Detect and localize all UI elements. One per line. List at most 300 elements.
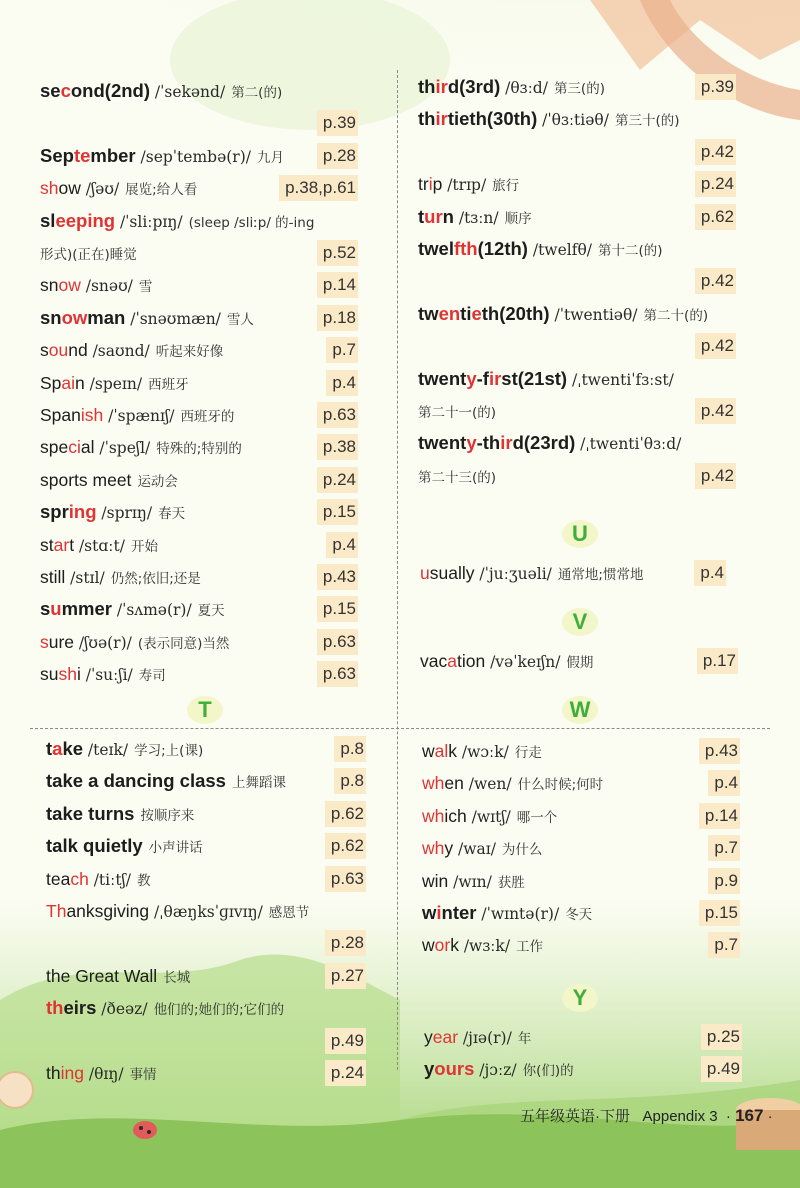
headword [46, 1063, 84, 1083]
phonetic: /trɪp/ [447, 176, 487, 195]
headword [46, 803, 134, 824]
headword [422, 741, 457, 761]
letter-heading-w: W [560, 694, 600, 726]
entry-row [40, 270, 358, 300]
headword-part: -f [476, 367, 489, 389]
chinese-meaning: 开始 [130, 538, 158, 555]
page-ref: p.4 [694, 560, 726, 586]
entry-row [40, 627, 358, 657]
entry-row [422, 801, 740, 831]
phonetic: /waɪ/ [458, 840, 496, 859]
entry-row [422, 930, 740, 960]
page-ref: p.15 [317, 499, 358, 525]
headword-part: i [428, 174, 433, 195]
headword-part: mber [90, 144, 136, 166]
ordinal-number: (20th) [499, 302, 550, 324]
headword [46, 966, 157, 986]
ordinal-number: (23rd) [523, 432, 576, 454]
headword-part: ond [70, 80, 105, 101]
headword [418, 368, 518, 389]
page-ref: p.42 [695, 463, 736, 489]
page-ref: p.25 [701, 1024, 742, 1050]
headword-part: Sp [40, 372, 62, 393]
headword [420, 563, 474, 583]
headword-part: sh [58, 664, 77, 685]
headword-part: mmer [61, 598, 112, 620]
ordinal-number: (21st) [517, 367, 568, 389]
headword [40, 567, 65, 587]
phonetic: /ʃəʊ/ [85, 180, 120, 199]
page-ref: p.42 [695, 268, 736, 294]
chinese-meaning: 年 [517, 1031, 532, 1047]
headword-part: ow [61, 306, 88, 328]
phonetic: /wɜːk/ [463, 937, 511, 956]
headword-part: ir [488, 367, 502, 389]
entry-row [40, 465, 358, 495]
headword [40, 210, 115, 231]
headword-part: y [466, 367, 477, 389]
ordinal-number: (3rd) [459, 76, 501, 97]
section-divider [30, 728, 770, 729]
phonetic: /wɔːk/ [461, 743, 509, 761]
entry-row [418, 234, 736, 264]
headword-part: t [69, 534, 75, 555]
headword [46, 869, 89, 889]
chinese-meaning: (表示同意)当然 [137, 635, 230, 652]
headword [40, 535, 74, 555]
headword-part: sh [40, 178, 59, 199]
phonetic: /ˌθæŋksˈɡɪvɪŋ/ [154, 903, 263, 921]
headword [40, 275, 81, 295]
headword [424, 1027, 458, 1047]
chinese-meaning: 冬天 [565, 907, 593, 923]
page-ref: p.24 [695, 171, 736, 197]
phonetic: /wɪtʃ/ [471, 807, 511, 826]
phonetic: /ˌtwentiˈθɜːd/ [580, 435, 682, 454]
headword-part: y [466, 432, 477, 454]
chinese-meaning: 运动会 [137, 473, 178, 490]
headword-part: Span [40, 405, 81, 425]
phonetic: /ˈsekənd/ [154, 83, 226, 101]
headword [40, 632, 74, 652]
phonetic: /ˈsʌmə(r)/ [116, 601, 192, 620]
page-ref: p.8 [334, 768, 366, 794]
headword-part: talk quietly [46, 835, 143, 857]
column-divider [397, 70, 398, 1070]
headword-part: twent [418, 432, 467, 454]
headword [40, 501, 97, 522]
headword-part: spr [40, 501, 69, 523]
headword-part: twent [418, 367, 467, 389]
chinese-meaning: 哪一个 [516, 809, 558, 826]
page-ref: p.14 [699, 803, 740, 829]
entry-row [40, 206, 358, 236]
page-footer: 五年级英语·下册 Appendix 3 · 167 · [520, 1106, 773, 1125]
entry-row-continued [418, 266, 736, 296]
page-ref: p.28 [317, 143, 358, 169]
chinese-meaning: 西班牙的 [180, 409, 235, 425]
headword [40, 405, 103, 425]
headword-part: n [442, 205, 454, 227]
headword [40, 178, 81, 198]
entry-row [418, 202, 736, 232]
chinese-meaning: 仍然;依旧;还是 [110, 571, 201, 587]
chinese-meaning: 雪人 [226, 311, 254, 328]
page-ref: p.39 [317, 110, 358, 136]
page-ref: p.24 [325, 1060, 366, 1086]
entry-row-continued [46, 928, 366, 958]
entry-row [46, 961, 366, 991]
headword-part: wh [422, 805, 445, 826]
headword-part: ir [435, 108, 448, 130]
headword-part: th [418, 76, 436, 97]
page-ref: p.43 [699, 738, 740, 764]
phonetic: /ðeəz/ [101, 1000, 148, 1019]
phonetic: /sepˈtembə(r)/ [140, 147, 251, 166]
headword-part: en [438, 302, 461, 324]
headword-part: ke [62, 738, 84, 759]
headword-part: ch [70, 868, 89, 889]
headword-part: i [436, 902, 442, 923]
phonetic: /ˈwɪntə(r)/ [481, 905, 560, 923]
page-ref: p.63 [317, 629, 358, 655]
headword-part: nter [441, 902, 477, 923]
headword-part: s [40, 340, 49, 361]
chinese-meaning: 通常地;惯常地 [557, 567, 644, 583]
headword-part: win [422, 870, 449, 891]
headword [40, 145, 136, 166]
chinese-meaning: 小声讲话 [148, 840, 203, 857]
page-ref: p.24 [317, 467, 358, 493]
phonetic: /jɪə(r)/ [462, 1029, 512, 1047]
entry-row [422, 866, 740, 896]
phonetic: /ˈθɜːtiəθ/ [542, 111, 609, 130]
headword-part: k [450, 935, 459, 956]
entry-row-continued [418, 461, 736, 491]
chinese-meaning: 上舞蹈课 [231, 775, 286, 792]
entry-row [418, 364, 736, 394]
entry-row [422, 833, 740, 863]
letter-heading-v: V [560, 606, 600, 638]
entry-row [40, 497, 358, 527]
page-ref: p.27 [325, 963, 366, 989]
entry-row-continued [46, 1026, 366, 1056]
headword-part: ar [53, 534, 70, 555]
headword [40, 373, 85, 393]
headword-part: th [46, 997, 64, 1019]
page-ref: p.42 [695, 398, 736, 424]
headword [40, 340, 88, 360]
chinese-meaning: 春天 [158, 506, 186, 523]
page-ref: p.62 [325, 833, 366, 859]
headword [40, 664, 81, 684]
headword [422, 773, 464, 793]
phonetic: /ˈjuːʒuəli/ [479, 565, 552, 583]
chinese-meaning: 第二十一(的) [418, 405, 497, 421]
entry-row [418, 169, 736, 199]
page-ref: p.52 [317, 240, 358, 266]
headword-part: u [50, 598, 62, 620]
headword-part: wh [422, 773, 445, 794]
page-ref: p.4 [708, 770, 740, 796]
headword [422, 902, 476, 923]
phonetic: /ˈtwentiəθ/ [554, 305, 638, 324]
chinese-meaning: 九月 [256, 149, 284, 166]
entry-row [424, 1054, 742, 1084]
ordinal-number: (30th) [486, 108, 538, 130]
appendix-label: Appendix 3 [642, 1108, 718, 1125]
headword [40, 437, 94, 457]
headword-part: ing [68, 501, 97, 523]
headword-part: th [46, 1063, 61, 1083]
phonetic: /θɜːd/ [505, 79, 548, 97]
phonetic: /ˌtwentiˈfɜːst/ [571, 370, 674, 389]
entry-row [40, 368, 358, 398]
chinese-meaning: 第十二(的) [598, 243, 663, 259]
headword-part: ai [61, 372, 76, 393]
phonetic: /teɪk/ [87, 741, 129, 759]
entry-row [418, 428, 736, 458]
chinese-meaning: 按顺序来 [140, 807, 195, 824]
chinese-meaning: 西班牙 [148, 376, 189, 393]
entry-row [40, 432, 358, 462]
phonetic: /ʃʊə(r)/ [78, 633, 132, 652]
headword-part: p [432, 174, 443, 195]
headword-part: twel [418, 238, 454, 259]
chinese-meaning: 特殊的;特别的 [156, 441, 242, 458]
page-ref: p.17 [697, 648, 738, 674]
ordinal-number: (2nd) [104, 80, 150, 101]
headword-part: su [40, 664, 59, 685]
headword-part: w [422, 902, 437, 923]
phonetic: /θɪŋ/ [88, 1065, 124, 1083]
headword-part: the Great Wall [46, 965, 158, 986]
phonetic: /wɪn/ [453, 872, 492, 891]
headword [418, 303, 499, 324]
headword-part: al [80, 437, 95, 458]
headword [46, 835, 143, 856]
entry-row-continued [40, 108, 358, 138]
page-ref: p.18 [317, 305, 358, 331]
headword-part: s [40, 598, 51, 620]
headword [40, 80, 105, 101]
headword [46, 997, 96, 1018]
headword-part: ich [444, 805, 467, 826]
headword-part: ti [460, 302, 472, 324]
page-ref: p.39 [695, 74, 736, 100]
headword-part: en [444, 773, 464, 794]
headword-part: d [512, 432, 524, 454]
headword [418, 206, 454, 227]
entry-row [46, 831, 366, 861]
entry-row [40, 659, 358, 689]
headword-part: sl [40, 209, 56, 231]
headword-part: th [481, 302, 500, 324]
chinese-meaning: 什么时候;何时 [517, 777, 604, 794]
headword-part: tea [46, 868, 71, 889]
chinese-meaning: 旅行 [492, 178, 520, 195]
page-ref: p.14 [317, 272, 358, 298]
entry-row [422, 768, 740, 798]
headword [46, 770, 226, 791]
entry-row [40, 76, 358, 106]
headword-part: ow [58, 275, 81, 296]
headword-part: ear [432, 1027, 459, 1047]
headword-part: al [434, 741, 449, 761]
headword-part: anksgiving [66, 901, 150, 921]
chinese-meaning: 顺序 [504, 210, 532, 227]
ordinal-number: (12th) [477, 238, 528, 259]
phonetic: /ˈspeʃl/ [99, 439, 151, 458]
phonetic: /stɪl/ [70, 569, 105, 587]
page-ref: p.28 [325, 930, 366, 956]
entry-row [40, 335, 358, 365]
headword-part: te [73, 144, 91, 166]
entry-row-continued [418, 137, 736, 167]
chinese-meaning: (sleep /sliːp/ 的-ing [188, 214, 315, 231]
headword-part: ours [434, 1058, 475, 1080]
entry-row [422, 898, 740, 928]
headword [422, 838, 453, 858]
headword-part: fth [453, 238, 478, 259]
page-ref: p.38 [317, 434, 358, 460]
headword-part: Sep [40, 144, 74, 166]
phonetic: /vəˈkeɪʃn/ [490, 653, 561, 671]
headword-part: ur [424, 205, 443, 227]
headword-part: e [471, 302, 482, 324]
phonetic: /ˈsuːʃi/ [85, 666, 133, 685]
phonetic: /saʊnd/ [92, 342, 150, 361]
page-ref: p.62 [695, 204, 736, 230]
chinese-meaning: 假期 [566, 655, 594, 671]
entry-row [420, 558, 726, 588]
headword-part: a [52, 738, 63, 759]
headword-part: ci [68, 437, 81, 458]
entry-row-continued [418, 331, 736, 361]
letter-heading-y: Y [560, 982, 600, 1014]
headword-part: st [40, 534, 54, 555]
entry-row [40, 173, 358, 203]
headword [40, 307, 125, 328]
phonetic: /stɑːt/ [78, 536, 125, 555]
headword-part: y [444, 838, 454, 859]
entry-row [40, 303, 358, 333]
entry-row [46, 896, 366, 926]
headword-part: still [40, 567, 66, 587]
entry-row [418, 104, 736, 134]
chinese-meaning: 寿司 [138, 668, 166, 685]
page-ref: p.7 [708, 932, 740, 958]
chinese-meaning: 教 [136, 872, 151, 889]
headword-part: eeping [55, 209, 116, 231]
entry-row [46, 734, 366, 764]
headword [420, 651, 485, 671]
headword-part: or [434, 935, 451, 956]
headword-part: sn [40, 275, 59, 296]
entry-row [40, 562, 358, 592]
phonetic: /sprɪŋ/ [101, 504, 153, 523]
entry-row [422, 736, 740, 766]
phonetic: /jɔːz/ [479, 1061, 517, 1080]
chinese-meaning: 为什么 [501, 842, 543, 859]
headword-part: y [424, 1027, 433, 1047]
chinese-meaning: 获胜 [497, 874, 525, 891]
chinese-meaning: 第二十(的) [643, 307, 709, 324]
letter-heading-t: T [185, 694, 225, 726]
chinese-meaning: 你(们)的 [522, 1063, 574, 1080]
headword-part: wh [422, 838, 445, 859]
headword-part: st [501, 367, 518, 389]
headword-part: man [87, 306, 126, 328]
page-number: 167 [735, 1106, 764, 1125]
headword-part: tw [418, 302, 439, 324]
entry-row [46, 864, 366, 894]
headword-part: c [60, 80, 71, 101]
headword [418, 76, 459, 97]
headword-part: th [418, 108, 436, 130]
phonetic: /wen/ [468, 775, 512, 794]
headword-part: sn [40, 306, 62, 328]
page-ref: p.7 [708, 835, 740, 861]
chinese-meaning: 他们的;她们的;它们的 [153, 1002, 285, 1019]
page-ref: p.4 [326, 532, 358, 558]
entry-row-continued [418, 396, 736, 426]
headword-part: tieth [447, 108, 487, 130]
entry-row [40, 141, 358, 171]
headword [422, 871, 448, 891]
book-title: 五年级英语·下册 [520, 1108, 630, 1125]
phonetic: /tiːtʃ/ [93, 870, 131, 889]
headword [40, 598, 112, 619]
headword-part: u [420, 563, 430, 583]
headword [46, 738, 83, 759]
headword-part: w [422, 935, 435, 956]
chinese-meaning: 感恩节 [268, 905, 310, 921]
phonetic: /twelfθ/ [532, 241, 592, 259]
page-ref: p.63 [325, 866, 366, 892]
headword-part: k [448, 741, 458, 761]
phonetic: /ˈsliːpɪŋ/ [119, 212, 183, 231]
entry-row [46, 993, 366, 1023]
headword-part: w [422, 741, 435, 761]
chinese-meaning: 长城 [163, 969, 191, 986]
chinese-meaning: 工作 [516, 939, 544, 956]
chinese-meaning: 雪 [138, 279, 153, 296]
headword [46, 901, 149, 921]
headword [418, 238, 478, 259]
headword-part: tr [418, 174, 429, 195]
phonetic: /ˈsnəʊmæn/ [130, 309, 221, 328]
headword-part: t [46, 738, 53, 759]
headword [422, 935, 459, 955]
headword-part: t [418, 205, 425, 227]
page-ref: p.7 [326, 337, 358, 363]
page-ref: p.63 [317, 661, 358, 687]
page-ref: p.49 [325, 1028, 366, 1054]
chinese-meaning: 展览;给人看 [125, 182, 198, 199]
chinese-meaning: 夏天 [197, 603, 225, 620]
page-ref: p.9 [708, 868, 740, 894]
page-ref: p.63 [317, 402, 358, 428]
chinese-meaning: 听起来好像 [155, 344, 224, 361]
headword-part: a [447, 651, 457, 671]
headword-part: sports meet [40, 469, 132, 490]
headword-part: n [75, 372, 85, 393]
headword-part: i [76, 664, 81, 685]
chinese-meaning: 第三十(的) [614, 113, 680, 130]
headword-part: d [447, 76, 460, 97]
headword-part: ing [60, 1063, 84, 1083]
